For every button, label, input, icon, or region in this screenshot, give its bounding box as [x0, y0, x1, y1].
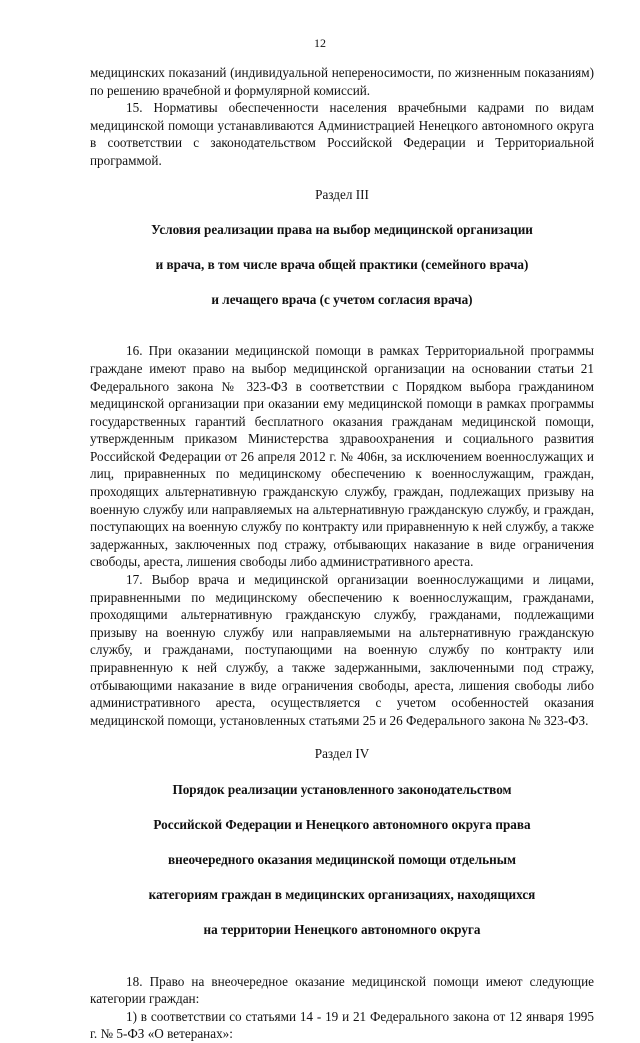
section-3-title-line: и лечащего врача (с учетом согласия врача) [211, 292, 473, 308]
paragraph-17: 17. Выбор врача и медицинской организации военнослужащими и лицами, приравненными по медицинскому обеспечению к военнослужащим, гражданами, проходящими альтернативную гражданскую службу, гражданами, подлежащими призыву на военную службу или направляемыми на альтернативную гражданскую службу, и гражданами, поступающими на военную службу по контракту или приравненную к ней службу, а также задержанными, заключенными под стражу, отбывающими наказание в виде ограничения свободы, ареста, лишения свободы либо административного ареста, осуществляется с учетом особенностей оказания медицинской помощи, установленных статьями 25 и 26 Федерального закона № 323-ФЗ. [90, 572, 594, 728]
paragraph-16: 16. При оказании медицинской помощи в рамках Территориальной программы граждане имеют право на выбор медицинской организации на основании статьи 21 Федерального закона № 323-ФЗ в соответствии с Порядком выбора гражданином медицинской организации при оказании ему медицинской помощи в рамках программы государственных гарантий бесплатного оказания гражданам медицинской помощи, утвержденным приказом Министерства здравоохранения и социального развития Российской Федерации от 26 апреля 2012 г. № 406н, за исключением военнослужащих и лиц, приравненных по медицинскому обеспечению к военнослужащим, граждан, проходящих альтернативную гражданскую службу, граждан, подлежащих призыву на военную службу или направляемых на альтернативную гражданскую службу, и граждан, поступающих на военную службу по контракту или приравненную к ней службу, а также задержанных, заключенных под стражу, отбывающих наказание в виде ограничения свободы, ареста, лишения свободы либо административного ареста. [90, 343, 594, 570]
paragraph-18: 18. Право на внеочередное оказание медицинской помощи имеют следующие категории граждан: [90, 973, 594, 1007]
document-body [90, 64, 594, 1043]
section-3-label: Раздел III [315, 186, 369, 202]
section-4-title-line: Порядок реализации установленного законодательством [172, 781, 512, 797]
section-4-label: Раздел IV [314, 746, 370, 762]
page-number: 12 [314, 36, 326, 50]
section-4-title-line: категориям граждан в медицинских организациях, находящихся [148, 887, 536, 903]
paragraph-15: 15. Нормативы обеспеченности населения врачебными кадрами по видам медицинской помощи устанавливаются Администрацией Ненецкого автономного округа в соответствии с законодательством Российской Федерации и Территориальной программой. [90, 100, 594, 168]
paragraph-continuation: медицинских показаний (индивидуальной непереносимости, по жизненным показаниям) по решению врачебной и формулярной комиссий. [90, 65, 594, 98]
section-4-title-line: на территории Ненецкого автономного округа [203, 922, 481, 938]
section-4-title-line: Российской Федерации и Ненецкого автономного округа права [153, 816, 531, 832]
section-3-title [90, 203, 594, 326]
paragraph-18-item-1: 1) в соответствии со статьями 14 - 19 и 21 Федерального закона от 12 января 1995 г. № 5-ФЗ «О ветеранах»: [90, 1008, 594, 1042]
section-4-title-line: внеочередного оказания медицинской помощи отдельным [167, 851, 516, 867]
section-3-title-line: и врача, в том числе врача общей практики (семейного врача) [155, 256, 529, 272]
section-4-title [90, 763, 594, 957]
section-3-title-line: Условия реализации права на выбор медицинской организации [151, 221, 533, 237]
